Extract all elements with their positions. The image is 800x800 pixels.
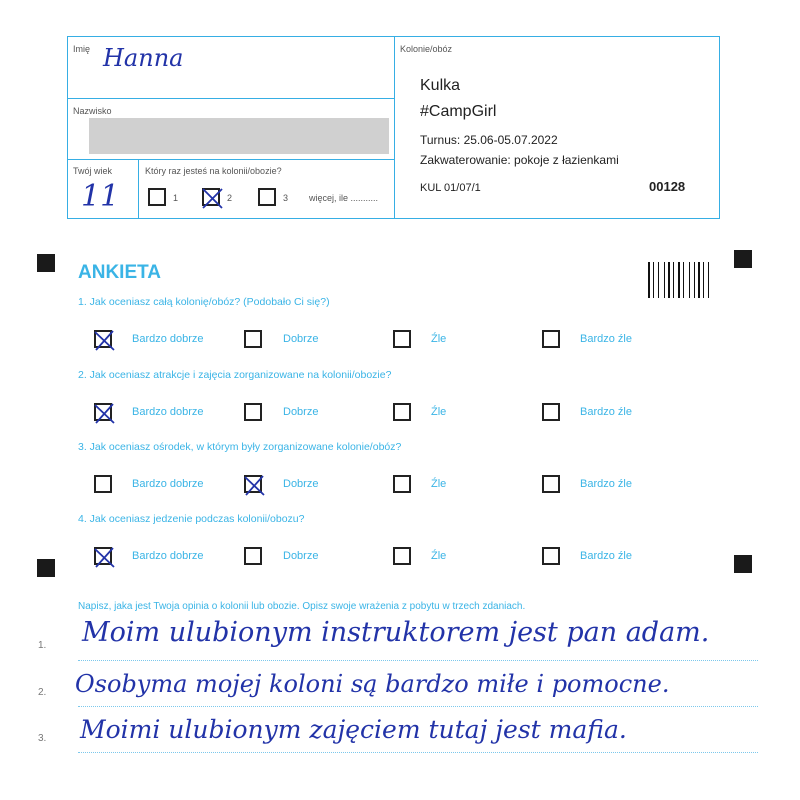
check-mark-icon [242, 473, 268, 499]
rating-option-label: Bardzo dobrze [132, 478, 204, 490]
rating-checkbox[interactable] [393, 547, 411, 565]
question-text: 2. Jak oceniasz atrakcje i zajęcia zorganizowane na kolonii/obozie? [78, 369, 392, 381]
barcode-bar [683, 262, 684, 298]
visit-count-option-more: więcej, ile ........... [309, 193, 379, 203]
barcode-bar [703, 262, 704, 298]
check-mark-icon [200, 186, 226, 212]
opinion-line-text: Osobyma mojej koloni są bardzo miłe i pomocne. [75, 670, 670, 698]
form-number: 00128 [649, 179, 686, 194]
barcode-bar [664, 262, 665, 298]
visit-count-label: Który raz jesteś na kolonii/obozie? [145, 166, 282, 176]
rating-option-label: Źle [431, 478, 447, 490]
opinion-line-number: 3. [38, 733, 47, 744]
barcode [648, 262, 708, 298]
registration-marker-bottom-right [734, 555, 752, 573]
visit-count-checkbox-1[interactable] [148, 188, 166, 206]
turnus: Turnus: 25.06-05.07.2022 [420, 133, 558, 147]
rating-option-label: Bardzo źle [580, 333, 632, 345]
rating-checkbox[interactable] [542, 475, 560, 493]
opinion-line-rule [78, 752, 758, 753]
check-mark-icon [92, 401, 118, 427]
registration-marker-top-right [734, 250, 752, 268]
rating-checkbox[interactable] [393, 403, 411, 421]
question-text: 4. Jak oceniasz jedzenie podczas kolonii/obozu? [78, 513, 305, 525]
rating-checkbox[interactable] [393, 330, 411, 348]
opinion-line-number: 1. [38, 640, 47, 651]
rating-option-label: Dobrze [283, 406, 319, 418]
barcode-bar [653, 262, 654, 298]
header-form [67, 36, 720, 219]
barcode-bar [678, 262, 680, 298]
last-name-label: Nazwisko [73, 106, 112, 116]
rating-option-label: Bardzo źle [580, 406, 632, 418]
registration-marker-bottom-left [37, 559, 55, 577]
camp-name: Kulka [420, 77, 461, 94]
barcode-bar [708, 262, 709, 298]
check-mark-icon [92, 545, 118, 571]
barcode-bar [694, 262, 695, 298]
rating-checkbox[interactable] [244, 475, 262, 493]
accommodation: Zakwaterowanie: pokoje z łazienkami [420, 153, 619, 167]
rating-option-label: Dobrze [283, 550, 319, 562]
first-name-label: Imię [73, 44, 91, 54]
rating-checkbox[interactable] [94, 330, 112, 348]
rating-checkbox[interactable] [542, 403, 560, 421]
rating-checkbox[interactable] [244, 330, 262, 348]
rating-checkbox[interactable] [244, 403, 262, 421]
first-name-value: Hanna [103, 44, 184, 72]
survey-title: ANKIETA [78, 262, 162, 283]
rating-option-label: Bardzo dobrze [132, 550, 204, 562]
registration-marker-top-left [37, 254, 55, 272]
rating-option-label: Bardzo źle [580, 478, 632, 490]
barcode-bar [673, 262, 674, 298]
rating-option-label: Bardzo źle [580, 550, 632, 562]
visit-count-checkbox-2[interactable] [202, 188, 220, 206]
rating-checkbox[interactable] [542, 547, 560, 565]
rating-checkbox[interactable] [393, 475, 411, 493]
opinion-prompt: Napisz, jaka jest Twoja opinia o kolonii lub obozie. Opisz swoje wrażenia z pobytu w trzech zdaniach. [78, 601, 526, 612]
rating-option-label: Źle [431, 406, 447, 418]
barcode-bar [668, 262, 670, 298]
barcode-bar [658, 262, 659, 298]
opinion-line-number: 2. [38, 687, 47, 698]
camp-code: KUL 01/07/1 [420, 182, 481, 194]
opinion-line-text: Moimi ulubionym zajęciem tutaj jest mafia. [80, 715, 627, 744]
visit-count-checkbox-3[interactable] [258, 188, 276, 206]
barcode-bar [698, 262, 700, 298]
rating-option-label: Dobrze [283, 333, 319, 345]
opinion-line-rule [78, 660, 758, 661]
rating-option-label: Źle [431, 550, 447, 562]
rating-checkbox[interactable] [94, 547, 112, 565]
visit-count-option-3: 3 [283, 193, 289, 203]
rating-option-label: Bardzo dobrze [132, 333, 204, 345]
last-name-redacted [89, 118, 389, 154]
rating-option-label: Bardzo dobrze [132, 406, 204, 418]
rating-checkbox[interactable] [94, 403, 112, 421]
barcode-bar [648, 262, 650, 298]
camp-tag: #CampGirl [420, 103, 497, 120]
visit-count-option-1: 1 [173, 193, 179, 203]
rating-checkbox[interactable] [542, 330, 560, 348]
question-text: 1. Jak oceniasz całą kolonię/obóz? (Podobało Ci się?) [78, 296, 330, 308]
rating-checkbox[interactable] [94, 475, 112, 493]
opinion-line-text: Moim ulubionym instruktorem jest pan adam. [82, 617, 710, 648]
opinion-line-rule [78, 706, 758, 707]
age-value: 11 [81, 179, 120, 214]
rating-option-label: Dobrze [283, 478, 319, 490]
barcode-bar [689, 262, 690, 298]
visit-count-option-2: 2 [227, 193, 233, 203]
age-label: Twój wiek [73, 166, 113, 176]
check-mark-icon [92, 328, 118, 354]
rating-checkbox[interactable] [244, 547, 262, 565]
question-text: 3. Jak oceniasz ośrodek, w którym były zorganizowane kolonie/obóz? [78, 441, 402, 453]
rating-option-label: Źle [431, 333, 447, 345]
camp-label: Kolonie/obóz [400, 44, 453, 54]
